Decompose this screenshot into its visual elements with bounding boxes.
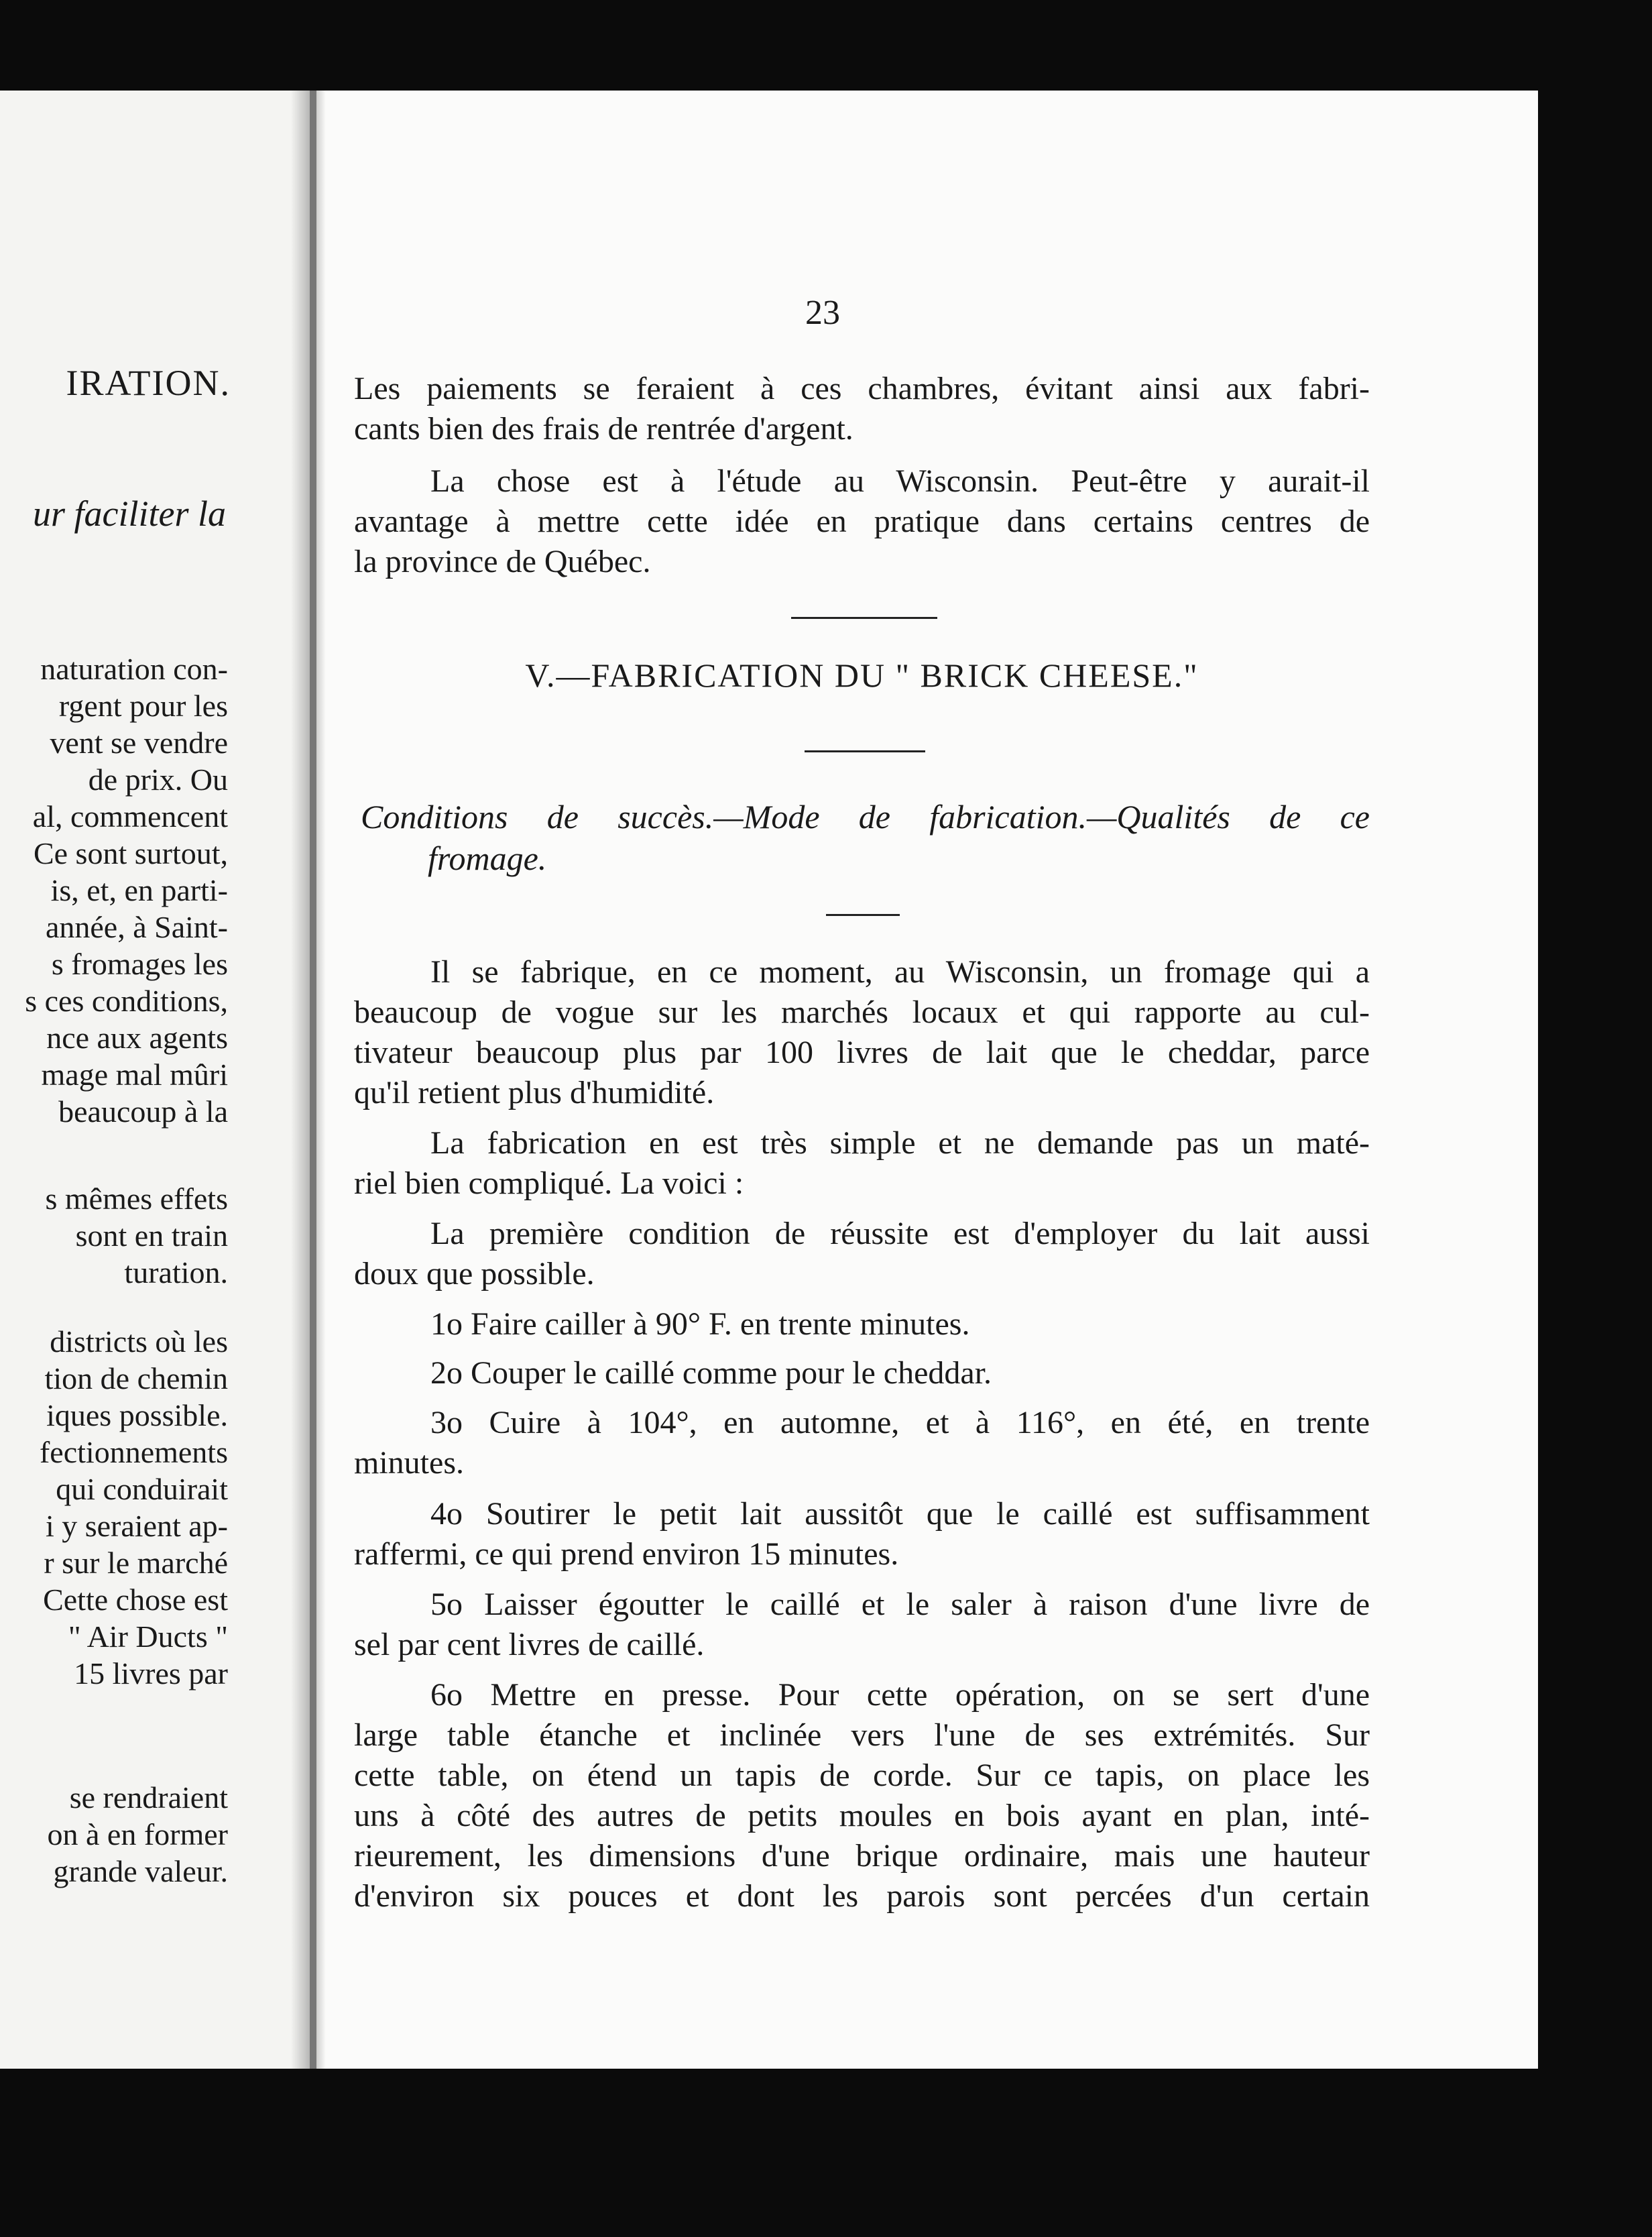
left-page-heading: IRATION.: [66, 363, 231, 403]
text-line: cette table, on étend un tapis de corde. Sur ce tapis, on place les: [354, 1758, 1370, 1793]
step-5: 5o Laisser égoutter le caillé et le saler à raison d'une livre de: [430, 1587, 1370, 1622]
separator-rule: [826, 914, 900, 916]
text-line: districts où les: [50, 1324, 228, 1359]
step-3: 3o Cuire à 104°, en automne, et à 116°, en été, en trente: [430, 1405, 1370, 1440]
page-edge-shade: [316, 91, 326, 2069]
text-line: avantage à mettre cette idée en pratique dans certains centres de: [354, 504, 1370, 539]
book-gutter: [310, 91, 316, 2069]
text-line: uns à côté des autres de petits moules en bois ayant en plan, inté-: [354, 1798, 1370, 1833]
text-line: se rendraient: [69, 1780, 228, 1815]
step-4: 4o Soutirer le petit lait aussitôt que le caillé est suffisamment: [430, 1496, 1370, 1532]
text-line: sel par cent livres de caillé.: [354, 1627, 705, 1662]
text-line: s ces conditions,: [25, 984, 228, 1018]
text-line: Cette chose est: [43, 1583, 228, 1617]
text-line: nce aux agents: [46, 1021, 228, 1055]
text-line: tivateur beaucoup plus par 100 livres de lait que le cheddar, parce: [354, 1035, 1370, 1070]
step-1: 1o Faire cailler à 90° F. en trente minutes.: [430, 1306, 970, 1342]
text-line: cants bien des frais de rentrée d'argent.: [354, 411, 853, 447]
text-line: La fabrication en est très simple et ne demande pas un maté-: [430, 1125, 1370, 1161]
text-line: tion de chemin: [44, 1361, 228, 1395]
text-line: La chose est à l'étude au Wisconsin. Peut-être y aurait-il: [430, 463, 1370, 499]
page-number: 23: [805, 294, 840, 332]
text-line: sont en train: [75, 1218, 228, 1253]
text-line: année, à Saint-: [45, 910, 228, 944]
text-line: Ce sont surtout,: [33, 836, 228, 870]
text-line: minutes.: [354, 1445, 464, 1481]
step-6: 6o Mettre en presse. Pour cette opération, on se sert d'une: [430, 1677, 1370, 1713]
text-line: r sur le marché: [44, 1546, 228, 1580]
step-2: 2o Couper le caillé comme pour le cheddar.: [430, 1355, 992, 1391]
text-line: i y seraient ap-: [45, 1509, 228, 1543]
section-subtitle-continued: fromage.: [428, 840, 547, 877]
text-line: la province de Québec.: [354, 544, 651, 579]
separator-rule: [791, 617, 937, 619]
text-line: 15 livres par: [74, 1656, 228, 1690]
left-text-block-2: [45, 1180, 228, 1291]
text-line: beaucoup de vogue sur les marchés locaux et qui rapporte au cul-: [354, 994, 1370, 1030]
text-line: al, commencent: [32, 799, 228, 834]
left-text-block-1: [25, 650, 228, 1130]
text-line: qu'il retient plus d'humidité.: [354, 1075, 715, 1110]
text-line: doux que possible.: [354, 1256, 595, 1292]
left-facing-page: [0, 91, 310, 2069]
text-line: turation.: [124, 1255, 228, 1289]
right-main-page: [316, 91, 1538, 2069]
text-line: vent se vendre: [50, 726, 228, 760]
text-line: " Air Ducts ": [68, 1619, 228, 1654]
text-line: s fromages les: [51, 947, 228, 981]
section-title: V.—FABRICATION DU " BRICK CHEESE.": [525, 656, 1199, 694]
text-line: de prix. Ou: [88, 762, 228, 797]
text-line: grande valeur.: [53, 1854, 228, 1888]
text-line: fectionnements: [39, 1435, 228, 1469]
text-line: Il se fabrique, en ce moment, au Wisconsin, un fromage qui a: [430, 954, 1370, 990]
text-line: is, et, en parti-: [50, 873, 228, 907]
left-page-subheading: ur faciliter la: [33, 494, 226, 534]
text-line: beaucoup à la: [58, 1094, 228, 1129]
text-line: raffermi, ce qui prend environ 15 minutes.: [354, 1536, 899, 1572]
text-line: Les paiements se feraient à ces chambres, évitant ainsi aux fabri-: [354, 371, 1370, 406]
text-line: mage mal mûri: [41, 1057, 228, 1092]
text-line: qui conduirait: [56, 1472, 228, 1506]
text-line: on à en former: [47, 1817, 228, 1851]
separator-rule: [805, 750, 925, 752]
left-text-block-3: [40, 1323, 228, 1692]
left-text-block-4: [48, 1779, 229, 1890]
text-line: La première condition de réussite est d'employer du lait aussi: [430, 1216, 1370, 1251]
text-line: large table étanche et inclinée vers l'une de ses extrémités. Sur: [354, 1717, 1370, 1753]
text-line: rieurement, les dimensions d'une brique ordinaire, mais une hauteur: [354, 1838, 1370, 1874]
text-line: riel bien compliqué. La voici :: [354, 1165, 744, 1201]
text-line: naturation con-: [40, 652, 228, 686]
page-gutter-shadow: [291, 91, 310, 2069]
text-line: rgent pour les: [58, 689, 228, 723]
text-line: iques possible.: [46, 1398, 228, 1432]
text-line: d'environ six pouces et dont les parois sont percées d'un certain: [354, 1878, 1370, 1914]
text-line: s mêmes effets: [45, 1182, 228, 1216]
section-subtitle: Conditions de succès.—Mode de fabrication.—Qualités de ce: [361, 798, 1370, 836]
